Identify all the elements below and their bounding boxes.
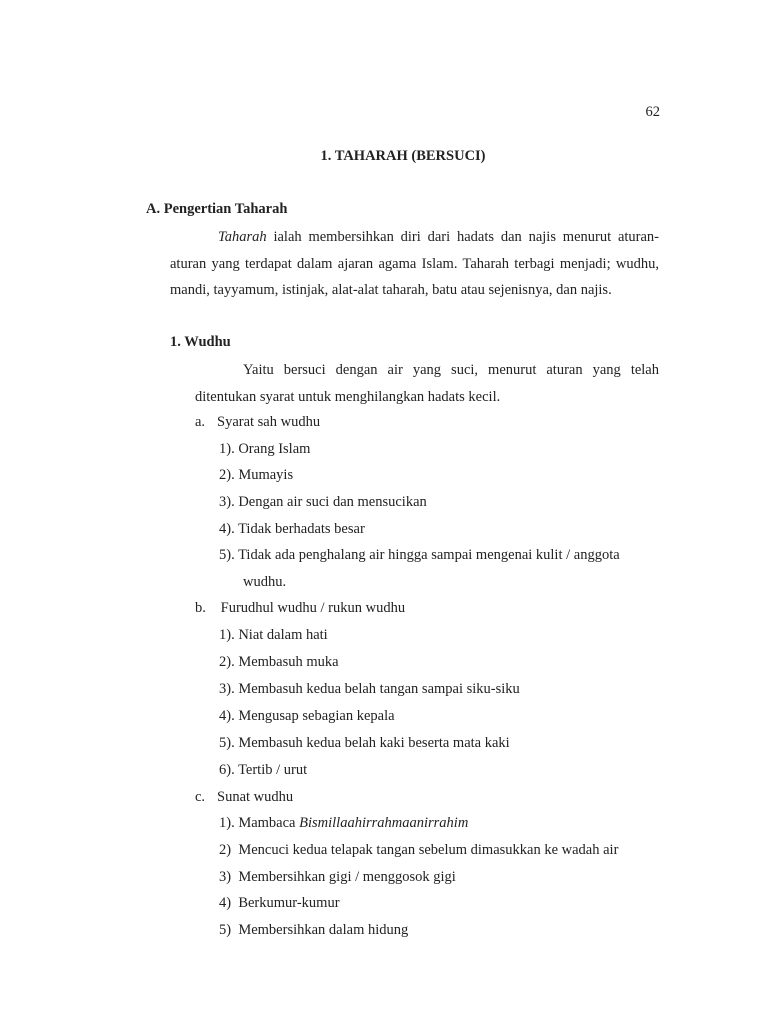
list-heading-text: Syarat sah wudhu xyxy=(217,414,321,430)
wudhu-paragraph xyxy=(195,357,659,410)
list-item-line1: 5). Tidak ada penghalang air hingga sampai mengenai kulit / anggota xyxy=(219,547,620,563)
list-heading-syarat xyxy=(195,414,320,431)
intro-line1: ialah membersihkan diri dari hadats dan najis menurut aturan- xyxy=(266,229,659,245)
list-item: 5) Membersihkan dalam hidung xyxy=(219,922,409,938)
list-heading-rukun xyxy=(195,600,405,617)
list-item: 3). Dengan air suci dan mensucikan xyxy=(219,494,427,510)
intro-term: Taharah xyxy=(218,229,267,245)
list-item: 3) Membersihkan gigi / menggosok gigi xyxy=(219,869,456,885)
list-item: 4) Berkumur-kumur xyxy=(219,895,340,911)
list-heading-sunat xyxy=(195,789,293,806)
page-number: 62 xyxy=(645,104,660,120)
chapter-title: 1. TAHARAH (BERSUCI) xyxy=(320,148,486,164)
list-marker: c. xyxy=(195,789,206,805)
list-marker: b. xyxy=(195,600,206,616)
section-heading-pengertian: A. Pengertian Taharah xyxy=(146,201,288,217)
list-item xyxy=(219,542,659,595)
list-item-line2: wudhu. xyxy=(243,573,287,590)
list-marker: a. xyxy=(195,414,206,430)
list-item: 5). Membasuh kedua belah kaki beserta mata kaki xyxy=(219,735,510,751)
list-item: 2) Mencuci kedua telapak tangan sebelum dimasukkan ke wadah air xyxy=(219,842,619,858)
list-item: 6). Tertib / urut xyxy=(219,762,308,778)
subheading-wudhu: 1. Wudhu xyxy=(170,334,231,350)
list-item: 2). Mumayis xyxy=(219,467,294,483)
list-item: 3). Membasuh kedua belah tangan sampai siku-siku xyxy=(219,681,520,697)
list-item-prefix: 1). Mambaca xyxy=(219,815,300,831)
list-item-italic: Bismillaahirrahmaanirrahim xyxy=(299,815,469,831)
list-item: 4). Tidak berhadats besar xyxy=(219,521,365,537)
list-heading-text: Furudhul wudhu / rukun wudhu xyxy=(217,600,406,616)
list-item xyxy=(219,815,468,832)
list-heading-text: Sunat wudhu xyxy=(217,789,294,805)
list-item: 1). Orang Islam xyxy=(219,441,311,457)
wudhu-paragraph-text: Yaitu bersuci dengan air yang suci, menurut aturan yang telah ditentukan syarat untuk menghilangkan hadats kecil. xyxy=(195,362,659,405)
list-item: 1). Niat dalam hati xyxy=(219,627,328,643)
list-item: 2). Membasuh muka xyxy=(219,654,339,670)
list-item: 4). Mengusap sebagian kepala xyxy=(219,708,395,724)
intro-rest: aturan yang terdapat dalam ajaran agama Islam. Taharah terbagi menjadi; wudhu, mandi, tayyamum, istinjak, alat-alat taharah, batu atau sejenisnya, dan najis. xyxy=(170,255,659,299)
intro-paragraph xyxy=(170,224,659,304)
